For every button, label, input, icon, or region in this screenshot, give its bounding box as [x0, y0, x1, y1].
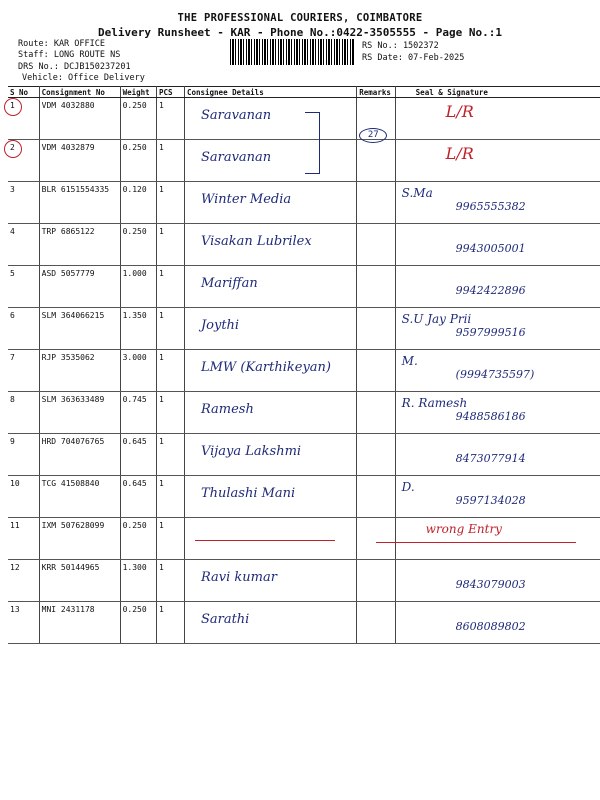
consignee-handwriting: Ramesh [200, 402, 254, 417]
row-pcs-cell [156, 182, 184, 224]
company-title: THE PROFESSIONAL COURIERS, COIMBATORE [177, 12, 423, 24]
row-consignment-no-cell [39, 308, 120, 350]
signature-phone: 8473077914 [455, 452, 526, 465]
drs-number: DRS No.: DCJB150237201 [18, 62, 131, 72]
row-consignment-no: SLM 364066215 [41, 311, 105, 320]
signature-mark: D. [401, 480, 415, 494]
row-sno-cell [8, 140, 39, 182]
row-consignment-no-cell [39, 518, 120, 560]
signature-phone: 9597134028 [455, 494, 526, 507]
row-remarks-cell [357, 130, 395, 182]
row-pcs: 1 [158, 227, 164, 236]
row-sno-cell [8, 182, 39, 224]
row-consignment-no-cell [39, 182, 120, 224]
col-header-sno: S No [8, 87, 39, 98]
row-pcs: 1 [158, 437, 164, 446]
row-consignee-cell [184, 518, 356, 560]
row-seal-cell [395, 518, 600, 560]
table-row [8, 560, 600, 602]
row-consignee-cell [184, 350, 356, 392]
row-sno-cell [8, 518, 39, 560]
row-consignee-cell [184, 224, 356, 266]
row-consignee-cell [184, 98, 356, 140]
row-consignment-no-cell [39, 266, 120, 308]
row-weight: 0.250 [122, 227, 147, 236]
col-header-pcs: PCS [156, 87, 184, 98]
row-weight-cell [120, 224, 156, 266]
row-sno: 7 [10, 353, 15, 362]
row-seal-cell [395, 266, 600, 308]
row-weight-cell [120, 602, 156, 644]
barcode [230, 39, 355, 65]
consignee-handwriting: Ravi kumar [200, 570, 277, 585]
staff-label: Staff: LONG ROUTE NS [18, 50, 121, 60]
consignee-handwriting: Saravanan [200, 108, 272, 123]
row-pcs: 1 [158, 185, 164, 194]
row-sno: 13 [10, 605, 20, 614]
signature-phone: 8608089802 [455, 620, 526, 633]
row-consignment-no-cell [39, 98, 120, 140]
table-header-row [8, 87, 600, 98]
row-weight: 0.250 [122, 143, 147, 152]
row-pcs-cell [156, 392, 184, 434]
row-sno: 8 [10, 395, 15, 404]
col-header-consignee: Consignee Details [184, 87, 356, 98]
row-weight: 0.745 [122, 395, 147, 404]
row-consignment-no: TCG 41508840 [41, 479, 100, 488]
row-pcs: 1 [158, 311, 164, 320]
row-seal-cell [395, 434, 600, 476]
row-remarks-cell [357, 224, 395, 266]
row-pcs-cell [156, 476, 184, 518]
row-consignment-no-cell [39, 476, 120, 518]
signature-phone: 9843079003 [455, 578, 526, 591]
row-weight-cell [120, 182, 156, 224]
strike-line [195, 540, 335, 541]
runsheet-table [8, 86, 600, 644]
row-weight-cell [120, 98, 156, 140]
row-consignee-cell [184, 392, 356, 434]
remark-count: 27 [359, 128, 387, 143]
row-consignee-cell [184, 476, 356, 518]
signature-phone: 9488586186 [455, 410, 526, 423]
signature-phone: (9994735597) [455, 368, 535, 381]
signature-mark: L/R [445, 144, 474, 163]
table-row [8, 476, 600, 518]
row-consignment-no-cell [39, 434, 120, 476]
row-remarks-cell [357, 434, 395, 476]
row-weight-cell [120, 266, 156, 308]
row-pcs: 1 [158, 395, 164, 404]
row-consignment-no-cell [39, 602, 120, 644]
row-weight: 1.350 [122, 311, 147, 320]
row-consignee-cell [184, 602, 356, 644]
row-remarks-cell [357, 308, 395, 350]
row-pcs-cell [156, 434, 184, 476]
red-circle-mark [4, 98, 22, 116]
row-consignee-cell [184, 182, 356, 224]
row-sno: 1 [10, 101, 15, 110]
runsheet-title: Delivery Runsheet - KAR - Phone No.:0422-3505555 - Page No.:1 [98, 26, 502, 39]
row-consignee-cell [184, 308, 356, 350]
row-seal-cell [395, 602, 600, 644]
row-pcs: 1 [158, 563, 164, 572]
red-circle-mark [4, 140, 22, 158]
row-pcs-cell [156, 518, 184, 560]
row-seal-cell [395, 140, 600, 182]
row-sno: 2 [10, 143, 15, 152]
row-consignment-no: RJP 3535062 [41, 353, 95, 362]
row-consignment-no: SLM 363633489 [41, 395, 105, 404]
row-weight: 1.000 [122, 269, 147, 278]
rs-number: RS No.: 1502372 [362, 41, 439, 51]
row-sno-cell [8, 224, 39, 266]
rs-date: RS Date: 07-Feb-2025 [362, 53, 465, 63]
row-weight: 0.250 [122, 521, 147, 530]
row-weight: 0.250 [122, 605, 147, 614]
row-pcs-cell [156, 98, 184, 140]
row-weight-cell [120, 350, 156, 392]
row-weight: 0.120 [122, 185, 147, 194]
row-consignee-cell [184, 140, 356, 182]
row-seal-cell [395, 98, 600, 140]
row-pcs-cell [156, 224, 184, 266]
signature-phone: 9942422896 [455, 284, 526, 297]
row-sno: 6 [10, 311, 15, 320]
row-sno: 3 [10, 185, 15, 194]
route-label: Route: KAR OFFICE [18, 39, 105, 49]
row-weight-cell [120, 476, 156, 518]
row-consignee-cell [184, 560, 356, 602]
row-sno-cell [8, 98, 39, 140]
row-pcs-cell [156, 560, 184, 602]
signature-mark: S.Ma [401, 186, 433, 200]
row-remarks-cell [357, 350, 395, 392]
signature-mark: R. Ramesh [401, 396, 468, 410]
row-seal-cell [395, 392, 600, 434]
row-sno: 5 [10, 269, 15, 278]
table-row [8, 518, 600, 560]
row-remarks-cell [357, 476, 395, 518]
row-pcs: 1 [158, 269, 164, 278]
table-row [8, 308, 600, 350]
table-row [8, 602, 600, 644]
row-remarks-cell [357, 266, 395, 308]
row-weight: 1.300 [122, 563, 147, 572]
row-sno-cell [8, 350, 39, 392]
row-pcs-cell [156, 350, 184, 392]
table-row [8, 98, 600, 140]
consignee-handwriting: Visakan Lubrilex [200, 234, 312, 249]
row-consignment-no-cell [39, 140, 120, 182]
row-remarks-cell [357, 392, 395, 434]
row-consignment-no: TRP 6865122 [41, 227, 95, 236]
row-consignment-no: BLR 6151554335 [41, 185, 110, 194]
row-pcs: 1 [158, 479, 164, 488]
row-remarks-cell [357, 602, 395, 644]
row-pcs: 1 [158, 101, 164, 110]
signature-mark: S.U Jay Prii [401, 312, 472, 326]
row-weight-cell [120, 434, 156, 476]
row-weight-cell [120, 140, 156, 182]
row-sno-cell [8, 308, 39, 350]
row-sno: 9 [10, 437, 15, 446]
row-seal-cell [395, 350, 600, 392]
consignee-handwriting: LMW (Karthikeyan) [200, 360, 332, 375]
row-remarks-cell [357, 182, 395, 224]
row-weight: 0.250 [122, 101, 147, 110]
consignee-handwriting: Saravanan [200, 150, 272, 165]
row-weight: 3.000 [122, 353, 147, 362]
row-pcs-cell [156, 602, 184, 644]
row-consignment-no-cell [39, 350, 120, 392]
row-seal-cell [395, 308, 600, 350]
row-pcs: 1 [158, 143, 164, 152]
col-header-remarks: Remarks [357, 87, 395, 98]
row-seal-cell [395, 224, 600, 266]
row-sno-cell [8, 476, 39, 518]
row-pcs-cell [156, 266, 184, 308]
row-pcs: 1 [158, 353, 164, 362]
strike-line [376, 542, 576, 543]
col-header-seal: Seal & Signature [395, 87, 600, 98]
signature-phone: 9965555382 [455, 200, 526, 213]
row-consignee-cell [184, 266, 356, 308]
signature-phone: 9597999516 [455, 326, 526, 339]
row-weight-cell [120, 392, 156, 434]
consignee-handwriting: Vijaya Lakshmi [200, 444, 302, 459]
table-row [8, 434, 600, 476]
signature-mark: M. [401, 354, 418, 368]
signature-mark: wrong Entry [425, 522, 502, 536]
table-row [8, 224, 600, 266]
table-row [8, 182, 600, 224]
row-sno: 10 [10, 479, 20, 488]
row-consignment-no: IXM 507628099 [41, 521, 105, 530]
row-weight-cell [120, 518, 156, 560]
table-row [8, 140, 600, 182]
row-pcs-cell [156, 308, 184, 350]
row-consignment-no: MNI 2431178 [41, 605, 95, 614]
row-seal-cell [395, 560, 600, 602]
row-consignee-cell [184, 434, 356, 476]
row-remarks-cell [357, 518, 395, 560]
row-seal-cell [395, 182, 600, 224]
row-consignment-no-cell [39, 392, 120, 434]
row-weight: 0.645 [122, 479, 147, 488]
table-row [8, 350, 600, 392]
row-pcs-cell [156, 140, 184, 182]
row-sno-cell [8, 560, 39, 602]
row-sno-cell [8, 602, 39, 644]
col-header-consignment: Consignment No [39, 87, 120, 98]
row-sno: 4 [10, 227, 15, 236]
col-header-weight: Weight [120, 87, 156, 98]
row-consignment-no: VDM 4032880 [41, 101, 95, 110]
row-consignment-no: KRR 50144965 [41, 563, 100, 572]
signature-phone: 9943005001 [455, 242, 526, 255]
table-row [8, 266, 600, 308]
row-consignment-no: VDM 4032879 [41, 143, 95, 152]
row-consignment-no: ASD 5057779 [41, 269, 95, 278]
row-weight: 0.645 [122, 437, 147, 446]
row-weight-cell [120, 560, 156, 602]
row-remarks-cell [357, 560, 395, 602]
vehicle-label: Vehicle: Office Delivery [22, 73, 145, 83]
row-sno-cell [8, 392, 39, 434]
consignee-handwriting: Joythi [200, 318, 240, 333]
row-consignment-no-cell [39, 560, 120, 602]
row-consignment-no-cell [39, 224, 120, 266]
signature-mark: L/R [445, 102, 474, 121]
row-seal-cell [395, 476, 600, 518]
table-row [8, 392, 600, 434]
row-weight-cell [120, 308, 156, 350]
row-pcs: 1 [158, 605, 164, 614]
row-sno: 12 [10, 563, 20, 572]
row-sno-cell [8, 434, 39, 476]
consignee-handwriting: Winter Media [200, 192, 292, 207]
row-consignment-no: HRD 704076765 [41, 437, 105, 446]
row-sno-cell [8, 266, 39, 308]
row-sno: 11 [10, 521, 20, 530]
row-pcs: 1 [158, 521, 164, 530]
consignee-handwriting: Thulashi Mani [200, 486, 296, 501]
consignee-handwriting: Sarathi [200, 612, 250, 627]
consignee-handwriting: Mariffan [200, 276, 258, 291]
